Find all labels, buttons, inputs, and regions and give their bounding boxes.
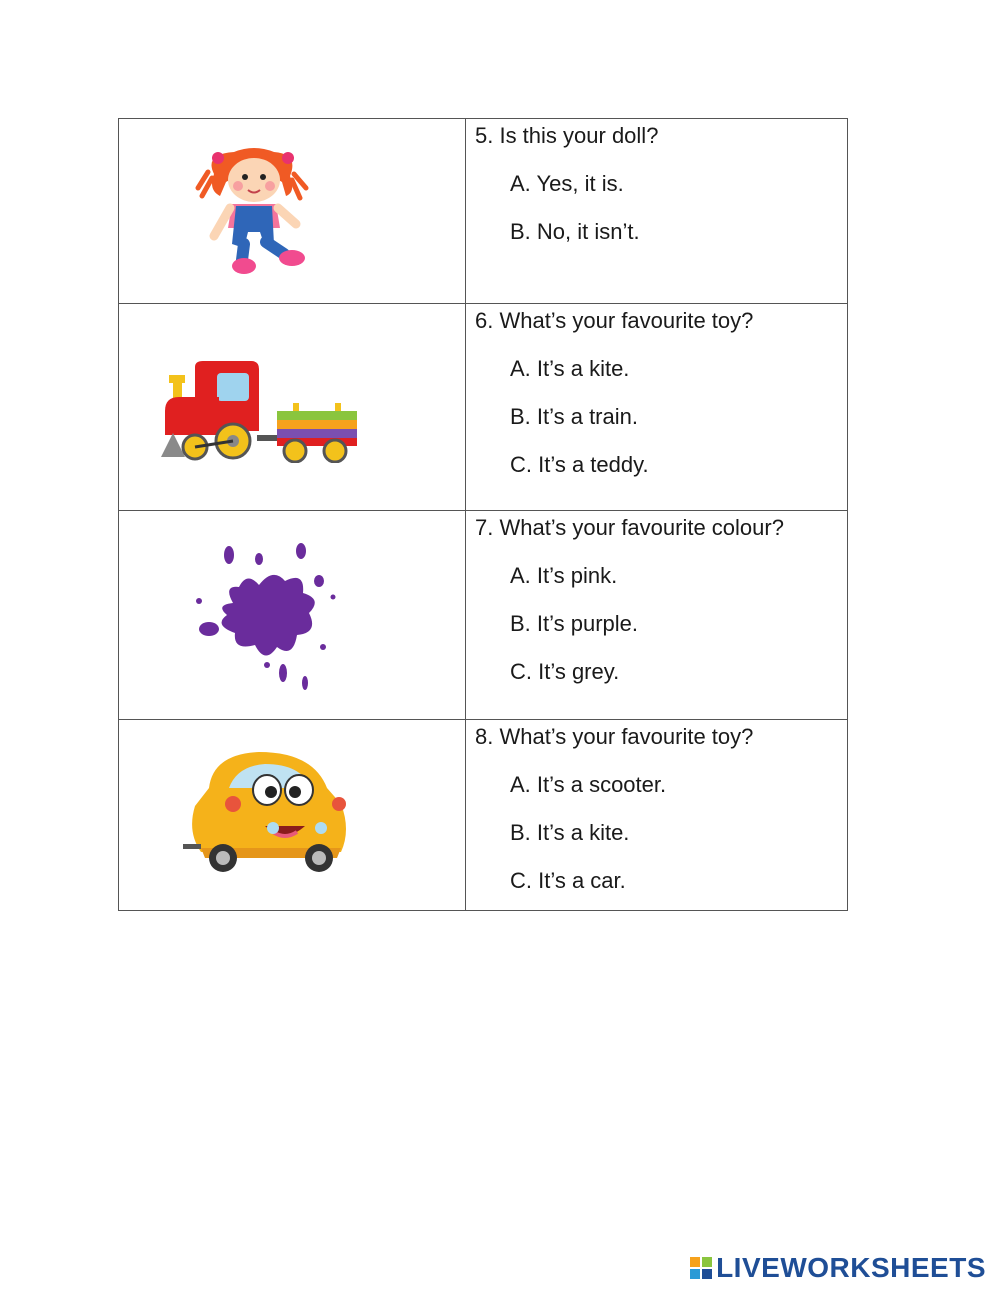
question-cell — [466, 511, 848, 720]
answer-option-a[interactable]: A. It’s a scooter. — [510, 772, 667, 797]
yellow-car-icon — [181, 748, 353, 874]
answer-option-a[interactable]: A. It’s pink. — [510, 563, 618, 588]
answer-option-b[interactable]: B. It’s a train. — [510, 404, 638, 429]
image-cell — [119, 119, 466, 304]
answer-option-c[interactable]: C. It’s a teddy. — [510, 452, 649, 477]
liveworksheets-logo — [690, 1252, 986, 1284]
toy-train-icon — [159, 359, 361, 463]
image-cell — [119, 304, 466, 511]
image-cell — [119, 511, 466, 720]
question-text: 6. What’s your favourite toy? — [475, 308, 754, 333]
image-cell — [119, 720, 466, 911]
logo-text: LIVEWORKSHEETS — [716, 1252, 986, 1283]
question-row — [119, 304, 848, 511]
purple-paint-splash-icon — [193, 541, 347, 695]
question-cell — [466, 119, 848, 304]
question-text: 5. Is this your doll? — [475, 123, 659, 148]
liveworksheets-logo-icon — [690, 1257, 712, 1279]
answer-option-a[interactable]: A. It’s a kite. — [510, 356, 630, 381]
answer-option-b[interactable]: B. It’s purple. — [510, 611, 638, 636]
question-text: 7. What’s your favourite colour? — [475, 515, 784, 540]
answer-option-b[interactable]: B. No, it isn’t. — [510, 219, 640, 244]
question-text: 8. What’s your favourite toy? — [475, 724, 754, 749]
answer-option-c[interactable]: C. It’s grey. — [510, 659, 620, 684]
question-row — [119, 511, 848, 720]
question-cell — [466, 720, 848, 911]
doll-icon — [194, 144, 314, 276]
question-row — [119, 119, 848, 304]
answer-option-a[interactable]: A. Yes, it is. — [510, 171, 624, 196]
answer-option-c[interactable]: C. It’s a car. — [510, 868, 626, 893]
question-row — [119, 720, 848, 911]
question-cell — [466, 304, 848, 511]
answer-option-b[interactable]: B. It’s a kite. — [510, 820, 630, 845]
quiz-table — [118, 118, 848, 911]
